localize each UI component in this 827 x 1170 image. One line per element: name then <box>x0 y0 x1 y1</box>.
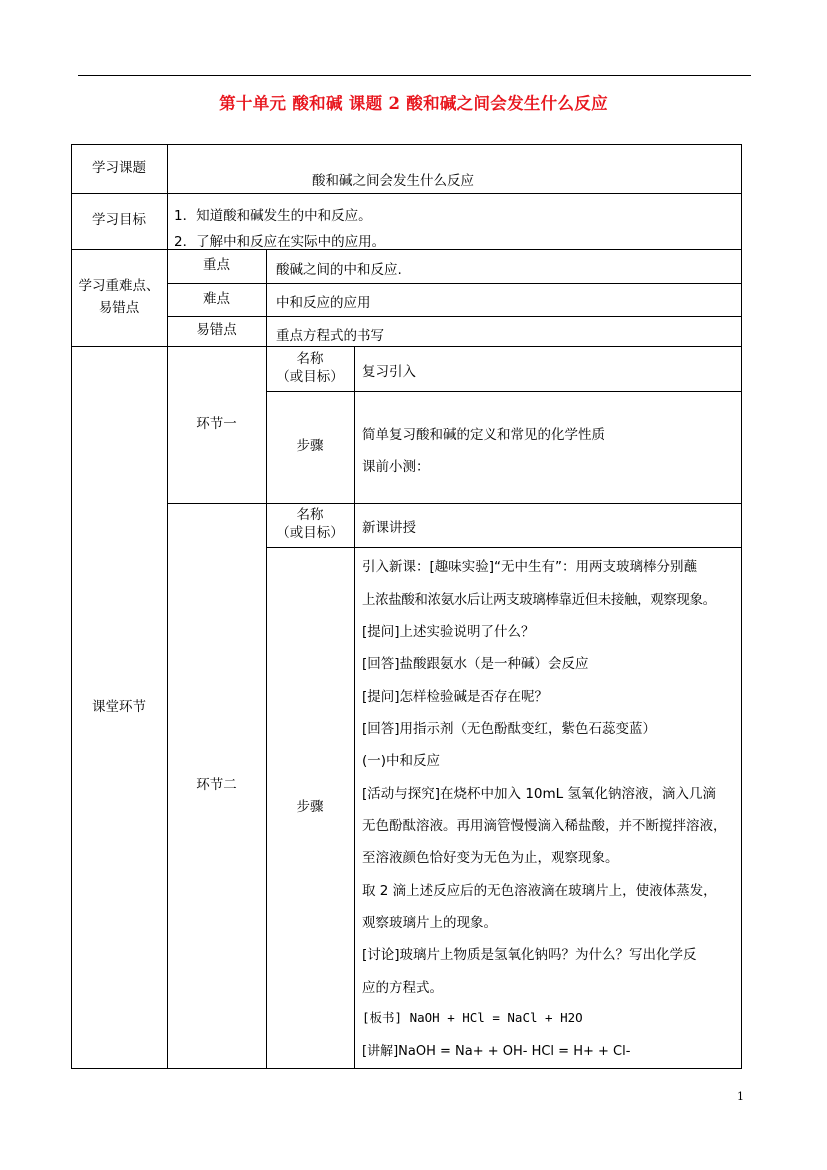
row-divider <box>71 193 742 194</box>
section2-steps-label: 步骤 <box>296 799 324 816</box>
goals-label: 学习目标 <box>92 212 146 229</box>
section2-step: [讲解]NaOH = Na+ + OH- HCl = H+ + Cl- <box>362 1044 631 1059</box>
section2-step: [提问]怎样检验碱是否存在呢？ <box>362 689 549 705</box>
section2-step: [提问]上述实验说明了什么？ <box>362 624 535 640</box>
section2-step: 引入新课：[趣味实验]“无中生有”：用两支玻璃棒分别蘸 <box>362 559 698 575</box>
section2-step: (一)中和反应 <box>362 753 441 769</box>
section2-name-value: 新课讲授 <box>362 520 416 536</box>
header-rule <box>78 75 751 76</box>
name-label-line: （或目标） <box>276 368 344 385</box>
section1-name-value: 复习引入 <box>362 364 416 380</box>
key-points-label-line: 易错点 <box>98 299 140 316</box>
section1-name-label <box>266 346 354 391</box>
goal-item: 1．知道酸和碱发生的中和反应。 <box>174 208 372 224</box>
key-point-value: 酸碱之间的中和反应. <box>276 262 402 278</box>
section2-step: [板书] NaOH + HCl = NaCl + H2O <box>362 1010 583 1025</box>
goal-item: 2．了解中和反应在实际中的应用。 <box>174 234 386 250</box>
name-label-line: （或目标） <box>276 525 344 541</box>
section1-step: 简单复习酸和碱的定义和常见的化学性质 <box>362 427 605 443</box>
key-point-label: 重点 <box>203 257 230 274</box>
error-prone-value: 重点方程式的书写 <box>276 328 384 344</box>
section2-step: 应的方程式。 <box>362 980 443 996</box>
section2-step: 上浓盐酸和浓氨水后让两支玻璃棒靠近但未接触，观察现象。 <box>362 592 716 608</box>
section2-step: 取 2 滴上述反应后的无色溶液滴在玻璃片上，使液体蒸发， <box>362 883 717 899</box>
section1-step: 课前小测： <box>362 459 430 475</box>
error-prone-label: 易错点 <box>196 322 237 339</box>
section2-name-label <box>266 503 354 547</box>
column-divider <box>354 346 355 1069</box>
section2-step: [回答]用指示剂（无色酚酞变红，紫色石蕊变蓝） <box>362 721 657 737</box>
section2-step: [活动与探究]在烧杯中加入 10mL 氢氧化钠溶液，滴入几滴 <box>362 786 716 802</box>
section2-label: 环节二 <box>196 777 237 794</box>
section2-step: 观察玻璃片上的现象。 <box>362 915 497 931</box>
name-label-line: 名称 <box>296 350 324 367</box>
document-title: 第十单元 酸和碱 课题 2 酸和碱之间会发生什么反应 <box>219 94 608 113</box>
section1-label: 环节一 <box>196 415 237 432</box>
section2-step: 至溶液颜色恰好变为无色为止，观察现象。 <box>362 850 619 866</box>
section1-steps-label: 步骤 <box>296 438 324 455</box>
class-section-label: 课堂环节 <box>92 698 146 715</box>
key-points-label-line: 学习重难点、 <box>78 277 160 294</box>
section2-step: [讨论]玻璃片上物质是氢氧化钠吗？为什么？写出化学反 <box>362 947 697 963</box>
page-number: 1 <box>737 1090 744 1103</box>
key-points-label <box>71 249 167 346</box>
difficulty-value: 中和反应的应用 <box>276 295 371 311</box>
topic-label: 学习课题 <box>92 159 146 176</box>
section2-step: [回答]盐酸跟氨水（是一种碱）会反应 <box>362 656 589 672</box>
topic-value: 酸和碱之间会发生什么反应 <box>312 173 474 189</box>
name-label-line: 名称 <box>296 507 324 524</box>
section2-step: 无色酚酞溶液。再用滴管慢慢滴入稀盐酸，并不断搅拌溶液， <box>362 818 727 834</box>
difficulty-label: 难点 <box>203 290 230 307</box>
